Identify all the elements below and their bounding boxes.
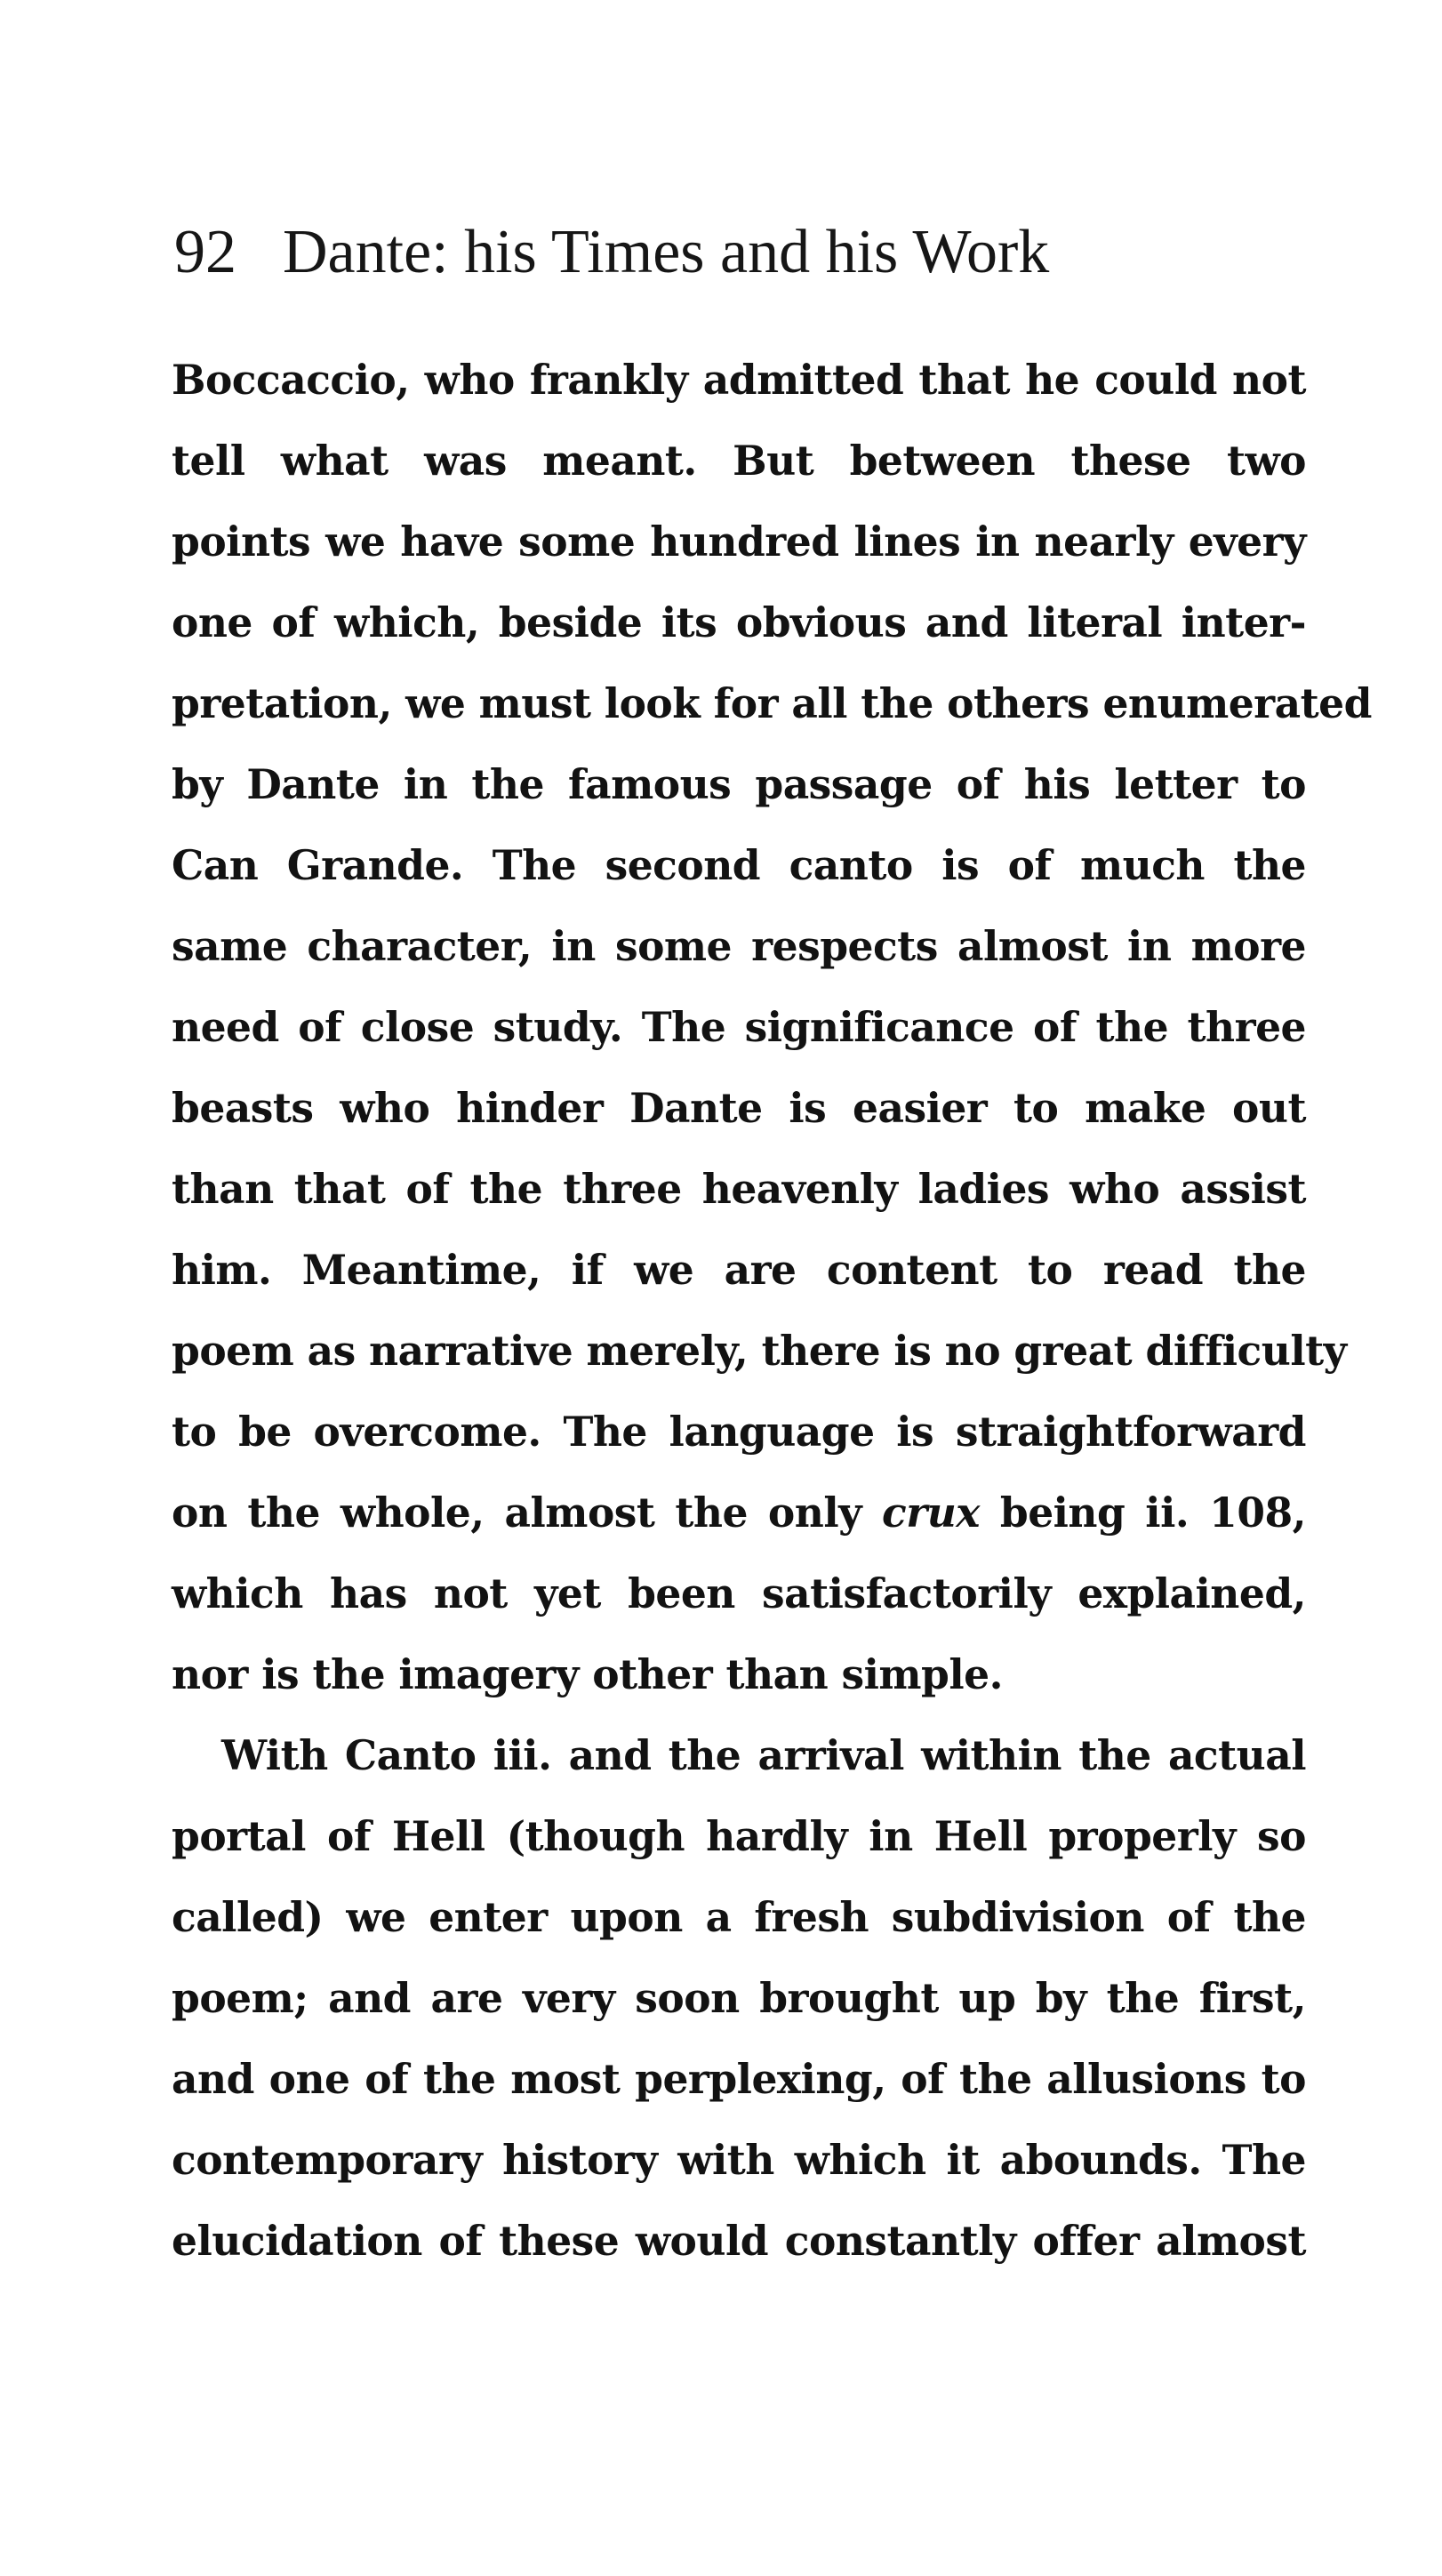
page-title: Dante: his Times and his Work	[283, 218, 1050, 286]
text-line: than that of the three heavenly ladies who assist	[172, 1165, 1306, 1213]
text-line: tell what was meant. But between these two	[172, 437, 1306, 485]
text-line: poem; and are very soon brought up by the first,	[172, 1974, 1306, 2022]
text-line: beasts who hinder Dante is easier to make out	[172, 1084, 1306, 1132]
paragraph-1	[172, 340, 1372, 1715]
text-line: elucidation of these would constantly offer almost	[172, 2217, 1306, 2265]
page-number: 92	[174, 218, 236, 286]
text-line: poem as narrative merely, there is no great difficulty	[172, 1327, 1347, 1375]
text-span: being ii. 108,	[979, 1489, 1306, 1537]
text-line: need of close study. The significance of the three	[172, 1003, 1306, 1051]
text-span: on the whole, almost the only	[172, 1489, 883, 1537]
text-line: points we have some hundred lines in nearly every	[172, 518, 1306, 566]
text-line: called) we enter upon a fresh subdivision of the	[172, 1893, 1306, 1941]
italic-term: crux	[882, 1489, 980, 1537]
running-head	[174, 217, 1312, 288]
text-line: to be overcome. The language is straightforward	[172, 1408, 1306, 1456]
text-line: by Dante in the famous passage of his letter to	[172, 760, 1306, 808]
text-line: same character, in some respects almost in more	[172, 922, 1306, 970]
text-line: With Canto iii. and the arrival within the actual	[221, 1731, 1306, 1779]
text-line: portal of Hell (though hardly in Hell properly so	[172, 1812, 1306, 1860]
paragraph-2	[172, 1715, 1306, 2282]
text-line: and one of the most perplexing, of the allusions to	[172, 2055, 1306, 2103]
body-text	[172, 340, 1372, 2282]
text-line: Boccaccio, who frankly admitted that he could not	[172, 356, 1306, 404]
text-line: Can Grande. The second canto is of much the	[172, 841, 1306, 889]
text-line: nor is the imagery other than simple.	[172, 1650, 1003, 1698]
text-line: him. Meantime, if we are content to read the	[172, 1246, 1306, 1294]
text-line: pretation, we must look for all the others enumerated	[172, 679, 1372, 727]
text-line: contemporary history with which it abounds. The	[172, 2136, 1306, 2184]
text-line: one of which, beside its obvious and literal inter-	[172, 598, 1306, 646]
text-line: which has not yet been satisfactorily explained,	[172, 1569, 1306, 1617]
text-line-crux	[172, 1473, 1306, 1553]
